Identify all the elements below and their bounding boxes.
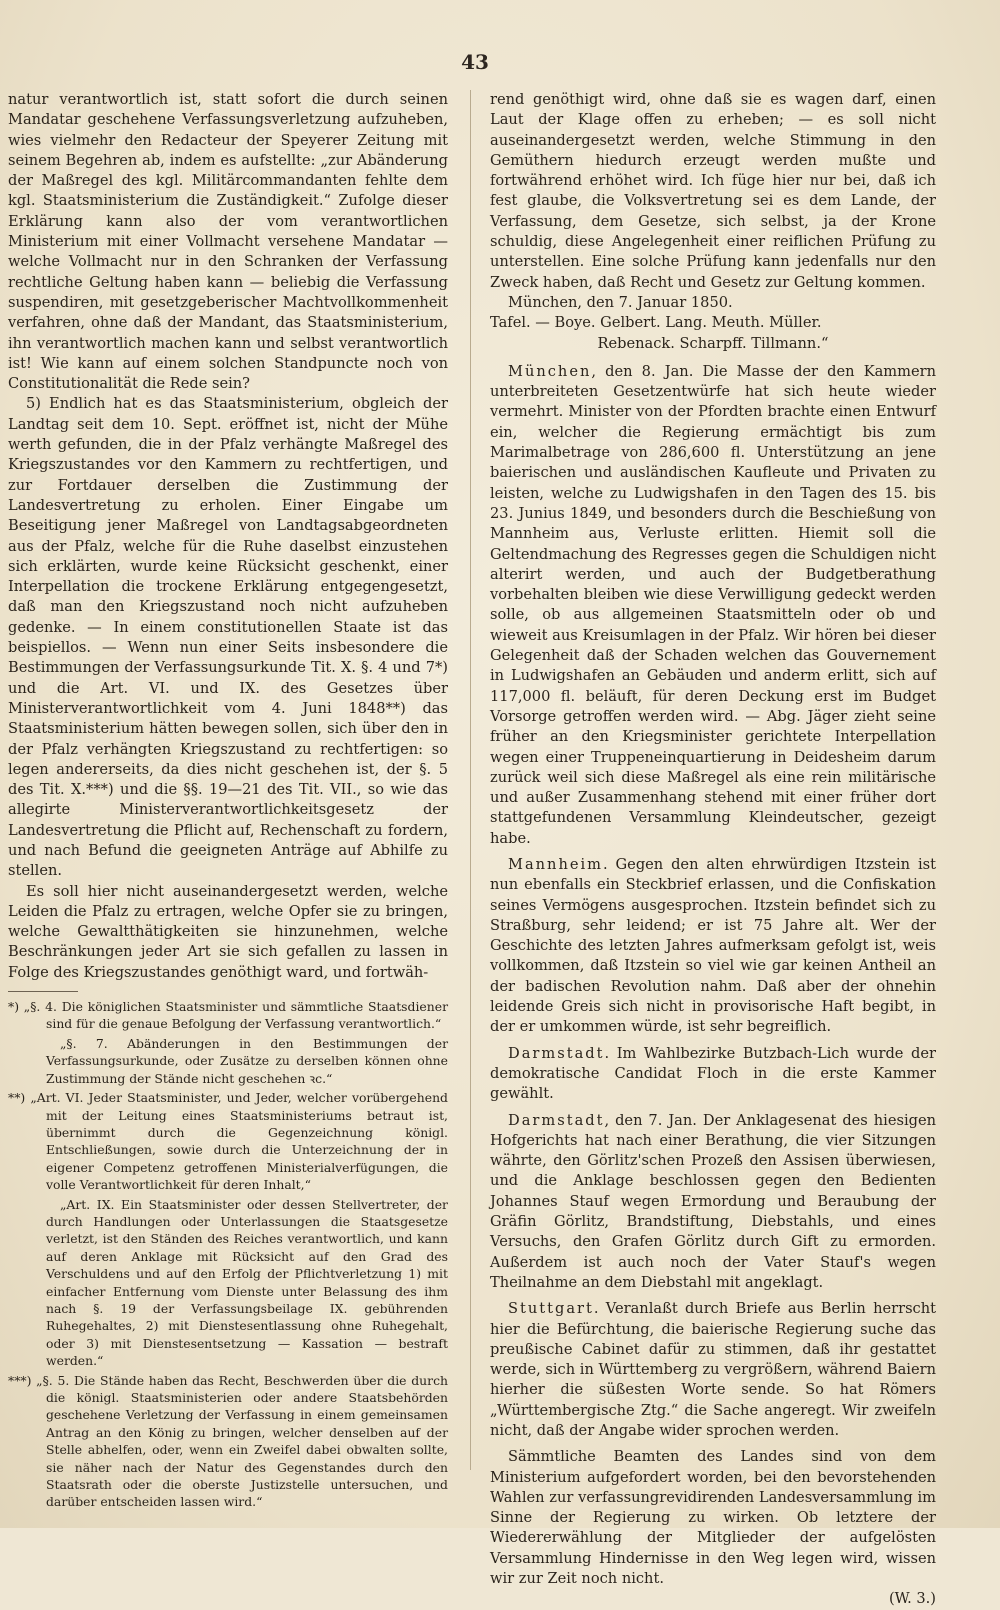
- left-column: [8, 90, 448, 1522]
- footnote: „§. 7. Abänderungen in den Bestimmungen der Verfassungsurkunde, oder Zusätze zu derselben können ohne Zustimmung der Stände nicht geschehen ꝛc.“: [46, 1035, 448, 1086]
- paragraph: rend genöthigt wird, ohne daß sie es wagen darf, einen Laut der Klage offen zu erheben; — es soll nicht auseinandergesetzt werden, welche Stimmung in den Gemüthern hiedurch erzeugt werden mußte und fortwährend erhöhet wird. Ich füge hier nur bei, daß ich fest glaube, die Volksvertretung sei es dem Lande, der Verfassung, dem Gesetze, sich selbst, ja der Krone schuldig, diese Angelegenheit einer reiflichen Prüfung zu unterstellen. Eine solche Prüfung kann jedenfalls nur den Zweck haben, daß Recht und Gesetz zur Geltung kommen.: [490, 91, 936, 291]
- news-text: . Gegen den alten ehrwürdigen Itzstein ist nun ebenfalls ein Steckbrief erlassen, und die Confiskation seines Vermögens ausgesprochen. Itzstein befindet sich zu Straßburg, sehr leidend; er ist 75 Jahre alt. Wer der Geschichte des letzten Jahres aufmerksam gefolgt ist, weis vollkommen, daß Itzstein so viel wie gar keinen Antheil an der badischen Revolution nahm. Daß aber der ohnehin leidende Greis sich nicht in provisorische Haft begibt, in der er umkommen würde, ist sehr begreiflich.: [490, 855, 936, 1036]
- news-place: München: [508, 362, 592, 380]
- news-item: [490, 855, 936, 1038]
- news-text: . Im Wahlbezirke Butzbach-Lich wurde der demokratische Candidat Floch in die erste Kammer gewählt.: [490, 1044, 936, 1103]
- footnote: *) „§. 4. Die königlichen Staatsminister und sämmtliche Staatsdiener sind für die genaue Befolgung der Verfassung verantwortlich.“: [8, 999, 448, 1032]
- paragraph: natur verantwortlich ist, statt sofort die durch seinen Mandatar geschehene Verfassungsverletzung aufzuheben, wies vielmehr den Redacteur der Speyerer Zeitung mit seinem Begehren ab, indem es aufstellte: „zur Abänderung der Maßregel des kgl. Militärcommandanten fehlte dem kgl. Staatsministerium die Zuständigkeit.“ Zufolge dieser Erklärung kann also der vom verantwortlichen Ministerium mit einer Vollmacht versehene Mandatar — welche Vollmacht nur in den Schranken der Verfassung rechtliche Geltung haben kann — beliebig die Verfassung suspendiren, mit gesetzgeberischer Machtvollkommenheit verfahren, ohne daß der Mandant, das Staatsministerium, ihn verantwortlich machen kann und selbst verantwortlich ist! Wie kann auf einem solchen Standpuncte noch von Constitutionalität die Rede sein?: [8, 91, 448, 393]
- news-text: , den 8. Jan. Die Masse der den Kammern unterbreiteten Gesetzentwürfe hat sich heute wieder vermehrt. Minister von der Pfordten brachte einen Entwurf ein, welcher die Regierung ermächtigt bis zum Marimalbetrage von 286,600 fl. Unterstützung an jene baierischen und ausländischen Kaufleute und Privaten zu leisten, welche zu Ludwigshafen in den Tagen des 15. bis 23. Junius 1849, und besonders durch die Beschießung von Mannheim aus, Verluste erlitten. Hiemit soll die Geltendmachung des Regresses gegen die Schuldigen nicht alterirt werden, und auch der Budgetberathung vorbehalten bleiben wie diese Verwilligung gedeckt werden solle, ob aus allgemeinen Staatsmitteln oder ob und wieweit aus Kreisumlagen in der Pfalz. Wir hören bei dieser Gelegenheit daß der Schaden welchen das Gouvernement in Ludwigshafen an Gebäuden und anderm erlitt, sich auf 117,000 fl. beläuft, für deren Deckung erst im Budget Vorsorge getroffen werden wird. — Abg. Jäger zieht seine früher an den Kriegsminister gerichtete Interpellation wegen einer Truppeneinquartierung in Deidesheim darum zurück weil sich diese Maßregel als eine rein militärische und außer Zusammenhang stehend mit einer früher dort stattgefundenen Versammlung Kleindeutscher, gezeigt habe.: [490, 362, 936, 847]
- signatures: Tafel. — Boye. Gelbert. Lang. Meuth. Müller.: [490, 314, 822, 332]
- page-number: 43: [461, 50, 489, 74]
- news-place: Darmstadt: [508, 1044, 605, 1062]
- news-place: Stuttgart: [508, 1300, 594, 1318]
- signatures: Rebenack. Scharpff. Tillmann.“: [597, 334, 829, 352]
- news-place: Mannheim: [508, 855, 603, 873]
- news-text: , den 7. Jan. Der Anklagesenat des hiesigen Hofgerichts hat nach einer Berathung, die vier Sitzungen währte, den Görlitz'schen Prozeß den Assisen überwiesen, und die Anklage beschlossen gegen den Bedienten Johannes Stauf wegen Ermordung und Beraubung der Gräfin Görlitz, Brandstiftung, Diebstahls, und eines Versuchs, den Grafen Görlitz durch Gift zu ermorden. Außerdem ist auch noch der Vater Stauf's wegen Theilnahme an dem Diebstahl mit angeklagt.: [490, 1111, 936, 1291]
- news-place: Darmstadt: [508, 1111, 605, 1129]
- news-item: [490, 1299, 936, 1441]
- news-item: [490, 1447, 936, 1589]
- news-item: [490, 1111, 936, 1294]
- source-mark: (W. 3.): [888, 1590, 936, 1608]
- right-column: [490, 90, 936, 1608]
- paragraph: 5) Endlich hat es das Staatsministerium, obgleich der Landtag seit dem 10. Sept. eröffnet ist, nicht der Mühe werth gefunden, die in der Pfalz verhängte Maßregel des Kriegszustandes vor den Kammern zu rechtfertigen, und zur Fortdauer derselben die Zustimmung der Landesvertretung zu erholen. Einer Eingabe um Beseitigung jener Maßregel von Landtagsabgeordneten aus der Pfalz, welche für die Ruhe daselbst einzustehen sich erklärten, wurde keine Rücksicht geschenkt, einer Interpellation die trockene Erklärung entgegengesetzt, daß man den Kriegszustand noch nicht aufzuheben gedenke. — In einem constitutionellen Staate ist das beispiellos. — Wenn nun einer Seits insbesondere die Bestimmungen der Verfassungsurkunde Tit. X. §. 4 und 7*) und die Art. VI. und IX. des Gesetzes über Ministerverantwortlichkeit vom 4. Juni 1848**) das Staatsministerium hätten bewegen sollen, sich über den in der Pfalz verhängten Kriegszustand zu rechtfertigen: so legen andererseits, da dies nicht geschehen ist, der §. 5 des Tit. X.***) und die §§. 19—21 des Tit. VII., so wie das allegirte Ministerverantwortlichkeitsgesetz der Landesvertretung die Pflicht auf, Rechenschaft zu fordern, und nach Befund die geeigneten Anträge auf Abhilfe zu stellen.: [8, 395, 448, 880]
- footnote-divider: [8, 991, 78, 992]
- footnote: ***) „§. 5. Die Stände haben das Recht, Beschwerden über die durch die königl. Staatsministerien oder andere Staatsbehörden geschehene Verletzung der Verfassung in einem gemeinsamen Antrag an den König zu bringen, welcher denselben auf der Stelle abhelfen, oder, wenn ein Zweifel dabei obwalten sollte, sie näher nach der Natur des Gegenstandes durch den Staatsrath oder die oberste Justizstelle untersuchen, und darüber entscheiden lassen wird.“: [8, 1372, 448, 1510]
- paragraph: Es soll hier nicht auseinandergesetzt werden, welche Leiden die Pfalz zu ertragen, welche Opfer sie zu bringen, welche Gewaltthätigkeiten sie hinzunehmen, welche Beschränkungen jeder Art sie sich gefallen zu lassen in Folge des Kriegszustandes genöthigt ward, und fortwäh-: [8, 882, 448, 981]
- news-text: . Veranlaßt durch Briefe aus Berlin herrscht hier die Befürchtung, die baierische Regierung suche das preußische Cabinet dafür zu stimmen, daß ihr gestattet werde, sich in Württemberg zu vergrößern, während Baiern hierher die süßesten Worte sende. So hat Römers „Württembergische Ztg.“ die Sache angeregt. Wir zweifeln nicht, daß der Angabe wider sprochen werden.: [490, 1300, 936, 1439]
- dateline: München, den 7. Januar 1850.: [508, 293, 733, 311]
- news-item: [490, 362, 936, 849]
- footnote: **) „Art. VI. Jeder Staatsminister, und Jeder, welcher vorübergehend mit der Leitung eines Staatsministeriums betraut ist, übernimmt durch die Gegenzeichnung königl. Entschließungen, sowie durch die Unterzeichnung der in eigener Competenz getroffenen Ministerialverfügungen, die volle Verantwortlichkeit für deren Inhalt,“: [8, 1090, 448, 1193]
- news-text: Sämmtliche Beamten des Landes sind von dem Ministerium aufgefordert worden, bei den bevorstehenden Wahlen zur verfassungrevidirenden Landesversammlung im Sinne der Regierung zu wirken. Ob letztere der Wiedererwählung der Mitglieder der aufgelösten Versammlung Hindernisse in den Weg legen wird, wissen wir zur Zeit noch nicht.: [490, 1448, 936, 1588]
- footnote: „Art. IX. Ein Staatsminister oder dessen Stellvertreter, der durch Handlungen oder Unterlassungen die Staatsgesetze verletzt, ist den Ständen des Reiches verantwortlich, und kann auf deren Anklage mit Rücksicht auf den Grad des Verschuldens und auf den Erfolg der Pflichtverletzung 1) mit einfacher Entfernung vom Dienste unter Belassung des ihm nach §. 19 der Verfassungsbeilage IX. gebührenden Ruhegehaltes, 2) mit Dienstesentlassung ohne Ruhegehalt, oder 3) mit Dienstesentsetzung — Kassation — bestraft werden.“: [46, 1196, 448, 1369]
- news-item: [490, 1044, 936, 1105]
